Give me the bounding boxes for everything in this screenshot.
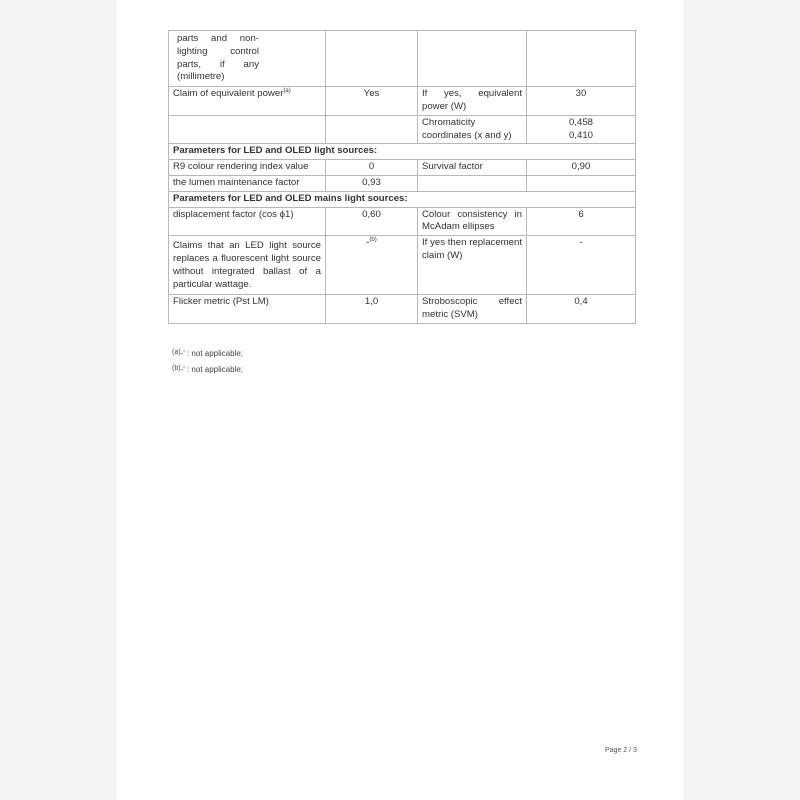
cell-label xyxy=(169,87,326,116)
section-heading: Parameters for LED and OLED mains light sources: xyxy=(169,191,636,207)
cell-label: Chromaticity coordinates (x and y) xyxy=(418,115,527,144)
chromaticity-x: 0,458 xyxy=(568,116,593,128)
table-row xyxy=(169,160,636,176)
cell-value: 0,90 xyxy=(527,160,636,176)
footnote xyxy=(172,345,243,361)
cell-label: If yes then replacement claim (W) xyxy=(418,236,527,295)
cell-value xyxy=(326,115,418,144)
cell-label: Flicker metric (Pst LM) xyxy=(169,295,326,324)
cell-value: 0,4 xyxy=(527,295,636,324)
cell-value: 0,60 xyxy=(326,207,418,236)
cell-label: Claims that an LED light source replaces a fluorescent light source without integrated ballast of a particular wattage. xyxy=(169,236,326,295)
table-row xyxy=(169,295,636,324)
cell-value: 0,93 xyxy=(326,175,418,191)
cell-label xyxy=(169,31,326,87)
cell-label: R9 colour rendering index value xyxy=(169,160,326,176)
table-row xyxy=(169,207,636,236)
spec-table xyxy=(168,30,636,324)
cell-label: Colour consistency in McAdam ellipses xyxy=(418,207,527,236)
section-heading: Parameters for LED and OLED light sources: xyxy=(169,144,636,160)
table-row xyxy=(169,31,636,87)
footnote-ref: (a) xyxy=(283,88,291,95)
cell-value xyxy=(527,115,636,144)
cell-label: the lumen maintenance factor xyxy=(169,175,326,191)
cell-value xyxy=(527,175,636,191)
table-section-row xyxy=(169,144,636,160)
cell-text: parts and non-lighting control parts, if any (millimetre) xyxy=(177,33,259,83)
footnote-mark: (b) xyxy=(172,365,181,372)
table-row xyxy=(169,87,636,116)
cell-text: Claim of equivalent power xyxy=(173,88,284,100)
cell-value: 0 xyxy=(326,160,418,176)
cell-label xyxy=(418,175,527,191)
cell-label: If yes, equivalent power (W) xyxy=(418,87,527,116)
table-row xyxy=(169,236,636,295)
table-row xyxy=(169,175,636,191)
table-row xyxy=(169,115,636,144)
footnote-text: -' : not applicable; xyxy=(180,349,244,358)
table-section-row xyxy=(169,191,636,207)
cell-value xyxy=(326,31,418,87)
footnotes xyxy=(172,345,243,377)
chromaticity-y: 0,410 xyxy=(568,129,593,141)
cell-value: Yes xyxy=(326,87,418,116)
footnote-ref: (b) xyxy=(369,237,377,244)
page-number: Page 2 / 3 xyxy=(605,747,637,754)
footnote-text: -' : not applicable; xyxy=(180,365,244,374)
cell-value: 30 xyxy=(527,87,636,116)
cell-value: - xyxy=(527,236,636,295)
cell-value xyxy=(527,31,636,87)
cell-text: - xyxy=(366,237,370,249)
cell-value xyxy=(326,236,418,295)
cell-label: displacement factor (cos ϕ1) xyxy=(169,207,326,236)
cell-label xyxy=(169,115,326,144)
cell-label: Stroboscopic effect metric (SVM) xyxy=(418,295,527,324)
footnote-mark: (a) xyxy=(172,349,181,356)
cell-label: Survival factor xyxy=(418,160,527,176)
cell-value: 6 xyxy=(527,207,636,236)
cell-label xyxy=(418,31,527,87)
cell-value: 1,0 xyxy=(326,295,418,324)
footnote xyxy=(172,361,243,377)
